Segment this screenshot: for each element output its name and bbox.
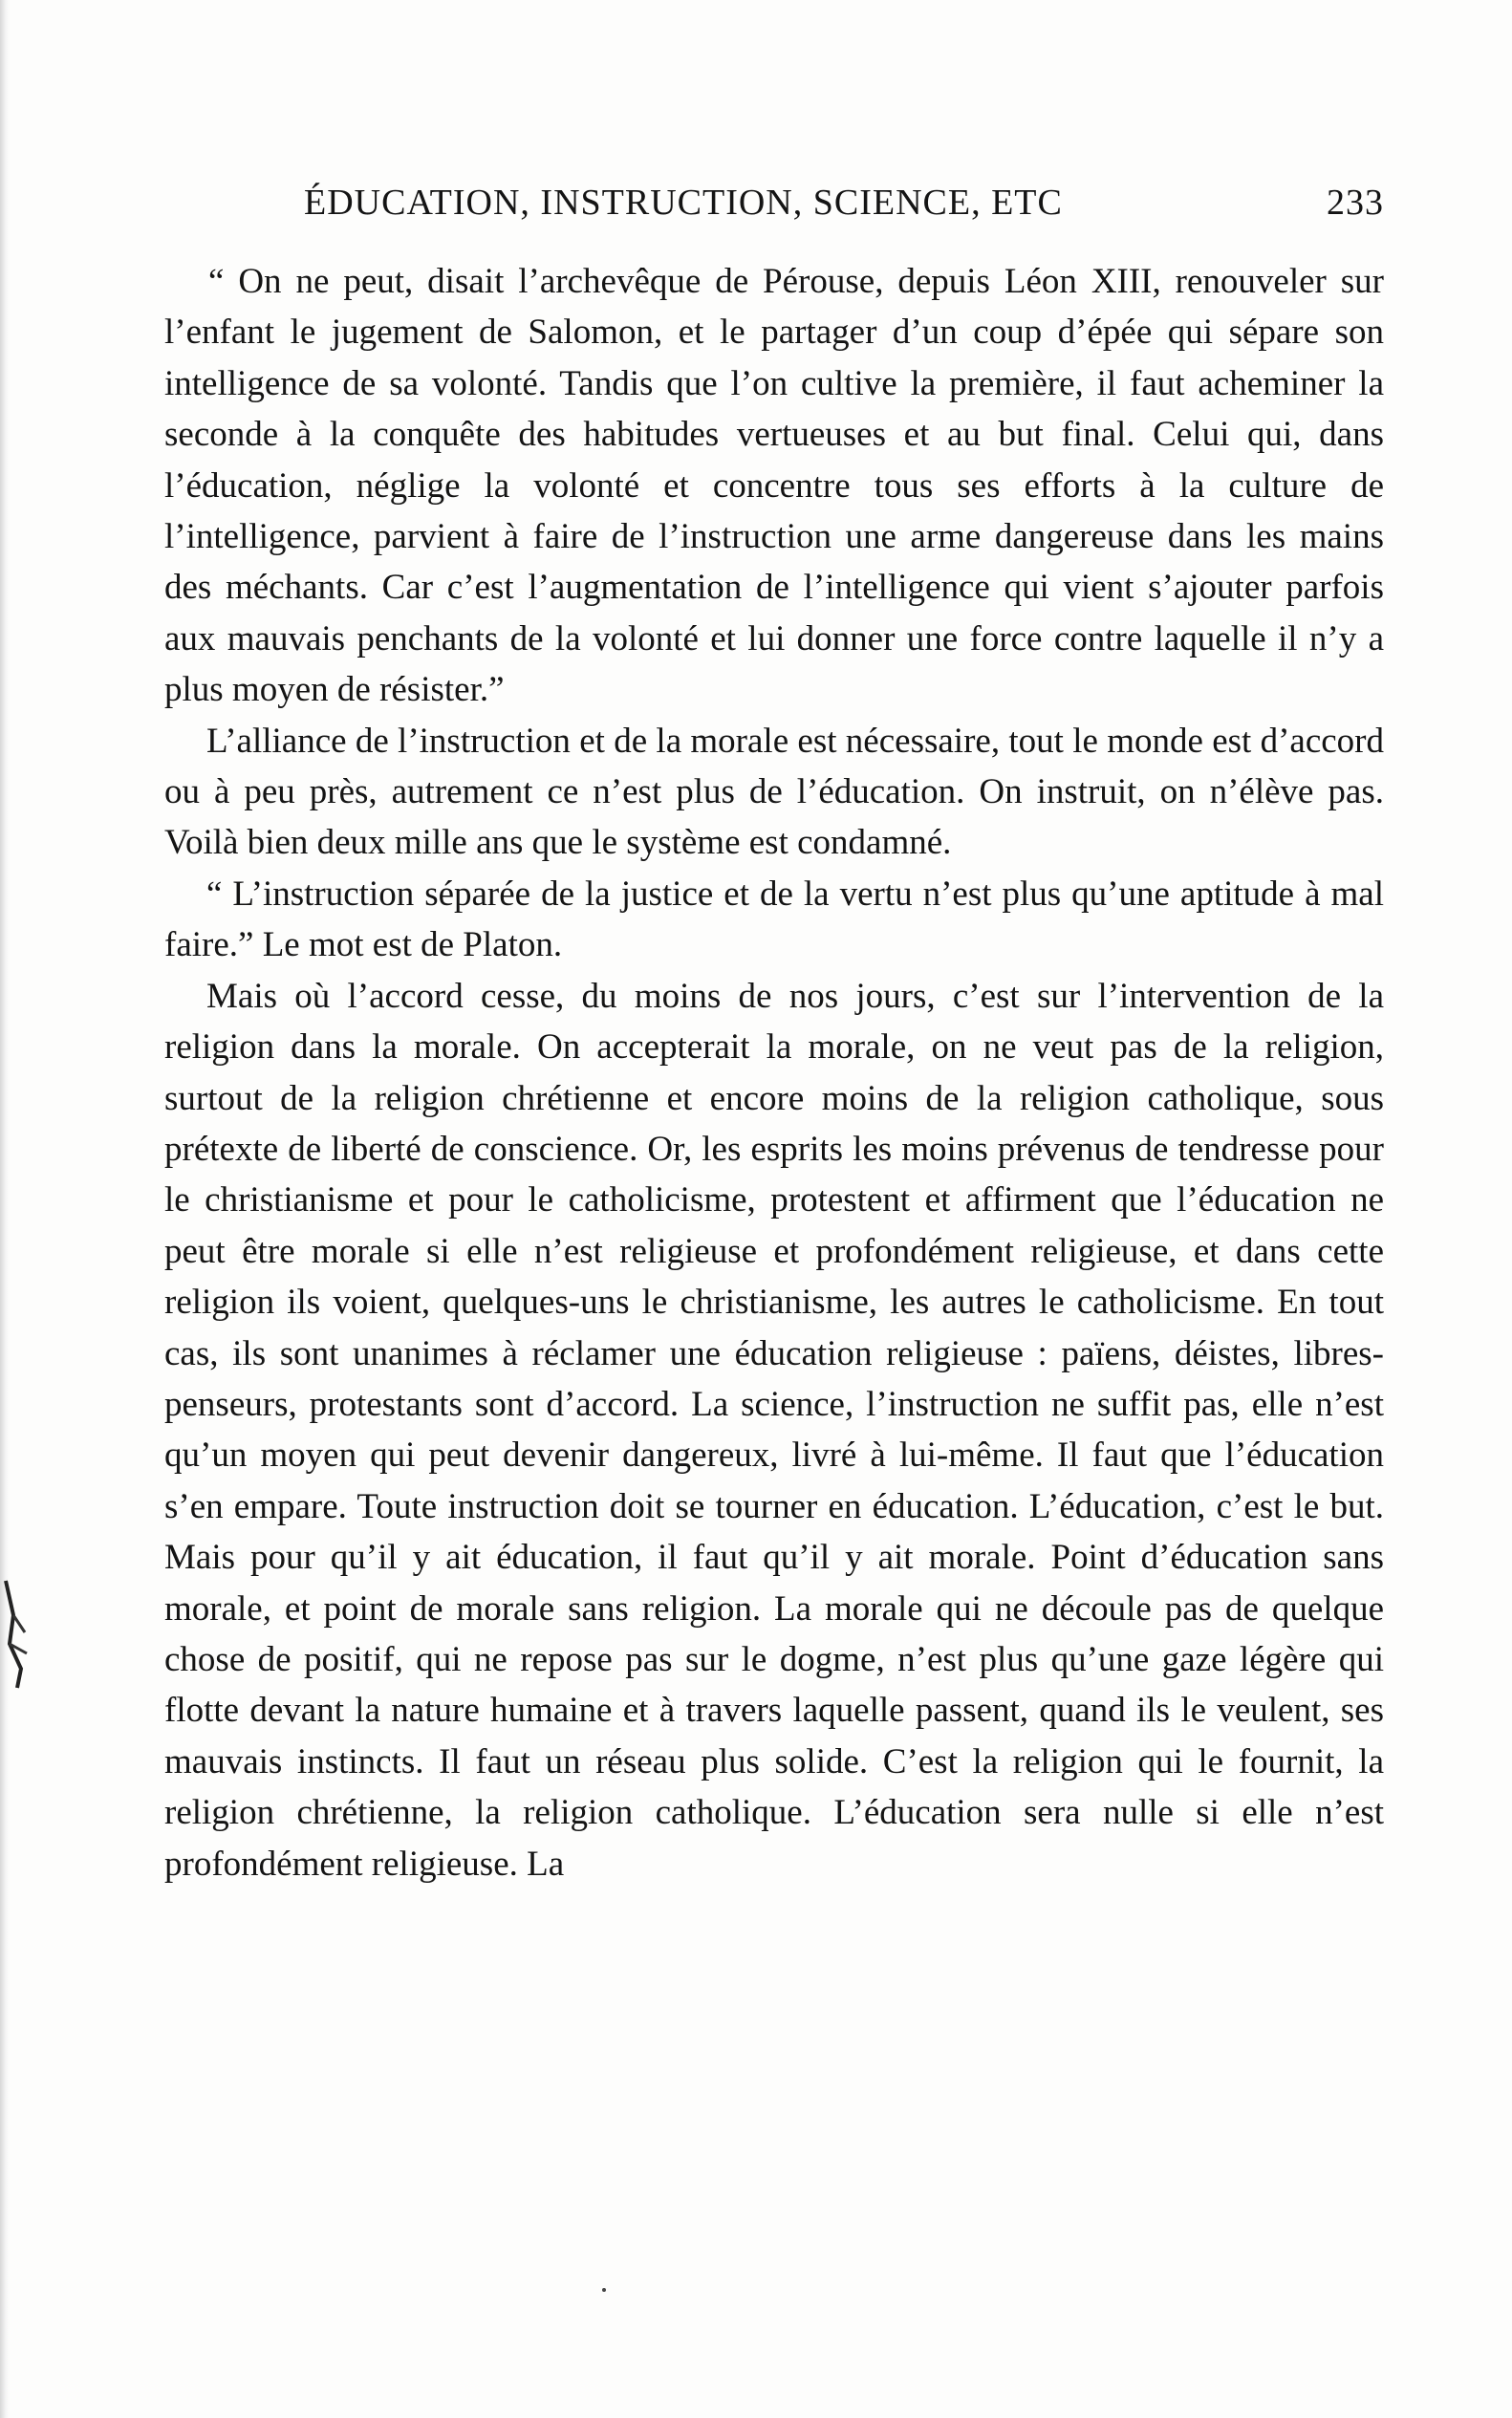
running-title: ÉDUCATION, INSTRUCTION, SCIENCE, ETC (304, 183, 1063, 223)
running-head (304, 174, 1384, 231)
body-text (164, 256, 1384, 1889)
paragraph-platon: “ L’instruction séparée de la justice et de la vertu n’est plus qu’une aptitude à mal faire.” Le mot est de Platon. (164, 874, 1384, 965)
paragraph-quote-perouse: “ On ne peut, disait l’archevêque de Pérouse, depuis Léon XIII, renouveler sur l’enfant le jugement de Salomon, et le partager d’un coup d’épée qui sépare son intelligence de sa volonté. Tandis que l’on cultive la première, il faut acheminer la seconde à la conquête des habitudes vertueuses et au but final. Celui qui, dans l’éducation, néglige la volonté et concentre tous ses efforts à la culture de l’intelligence, parvient à faire de l’instruction une arme dangereuse dans les mains des méchants. Car c’est l’augmentation de l’intelligence qui vient s’ajouter parfois aux mauvais penchants de la volonté et lui donner une force contre laquelle il n’y a plus moyen de résister.” (164, 262, 1384, 710)
paragraph-religion: Mais où l’accord cesse, du moins de nos jours, c’est sur l’intervention de la religion dans la morale. On accepterait la morale, on ne veut pas de la religion, surtout de la religion chrétienne et encore moins de la religion catholique, sous prétexte de liberté de conscience. Or, les esprits les moins prévenus de tendresse pour le christianisme et pour le catholicisme, protestent et affirment que l’éducation ne peut être morale si elle n’est religieuse et profondément religieuse, et dans cette religion ils voient, quelques-uns le christianisme, les autres le catholicisme. En tout cas, ils sont unanimes à réclamer une éducation religieuse : païens, déistes, libres-penseurs, protestants sont d’accord. La science, l’instruction ne suffit pas, elle n’est qu’un moyen qui peut devenir dangereux, livré à lui-même. Il faut que l’éducation s’en empare. Toute instruction doit se tourner en éducation. L’éducation, c’est le but. Mais pour qu’il y ait éducation, il faut qu’il y ait morale. Point d’éducation sans morale, et point de morale sans religion. La morale qui ne découle pas de quelque chose de positif, qui ne repose pas sur le dogme, n’est plus qu’une gaze légère qui flotte devant la nature humaine et à travers laquelle passent, quand ils le veulent, ses mauvais instincts. Il faut un réseau plus solide. C’est la religion qui le fournit, la religion chrétienne, la religion catholique. L’éducation sera nulle si elle n’est profondément religieuse. La (164, 976, 1384, 1884)
margin-ink-mark (0, 1577, 34, 1692)
paragraph-alliance: L’alliance de l’instruction et de la morale est nécessaire, tout le monde est d’accord ou à peu près, autrement ce n’est plus de l’éducation. On instruit, on n’élève pas. Voilà bien deux mille ans que le système est condamné. (164, 721, 1384, 863)
page-binding-edge (0, 0, 10, 2418)
print-speck (602, 2288, 606, 2292)
page-number: 233 (1327, 183, 1384, 223)
